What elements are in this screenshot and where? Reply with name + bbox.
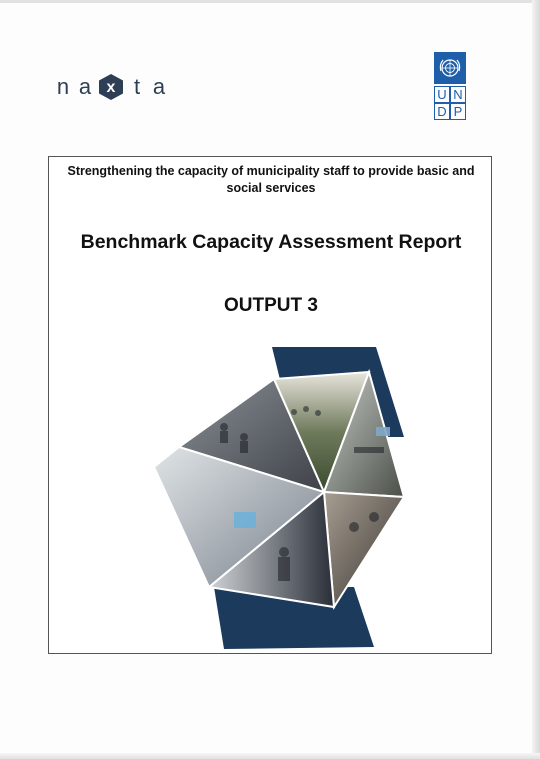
undp-letter: N — [450, 86, 466, 103]
logo-letter: t — [133, 74, 141, 99]
undp-letter: P — [450, 103, 466, 120]
logo-letter: n — [56, 74, 70, 99]
photo-collage — [114, 317, 474, 657]
page-edge-top — [0, 0, 540, 3]
tv-detail — [376, 427, 390, 436]
page-edge-bottom — [0, 753, 540, 759]
cover-box — [48, 156, 492, 654]
screen-detail — [234, 512, 256, 528]
subtitle-line: social services — [226, 181, 316, 195]
logo-letter: a — [152, 74, 166, 99]
undp-letter: U — [434, 86, 450, 103]
output-label: OUTPUT 3 — [224, 295, 318, 316]
logo-letter: a — [78, 74, 92, 99]
undp-logo — [432, 52, 468, 124]
logo-letter: x — [106, 79, 116, 96]
naxta-logo — [52, 72, 170, 102]
naxta-hexagon-logo-icon — [98, 73, 124, 101]
subtitle-line: Strengthening the capacity of municipality staff to provide basic and — [67, 164, 475, 178]
page-edge-right — [532, 0, 540, 759]
un-emblem-icon — [434, 52, 466, 84]
cover-subtitle — [49, 163, 493, 197]
report-title: Benchmark Capacity Assessment Report — [80, 231, 462, 253]
undp-letter: D — [434, 103, 450, 120]
discussion-photo — [324, 492, 404, 607]
